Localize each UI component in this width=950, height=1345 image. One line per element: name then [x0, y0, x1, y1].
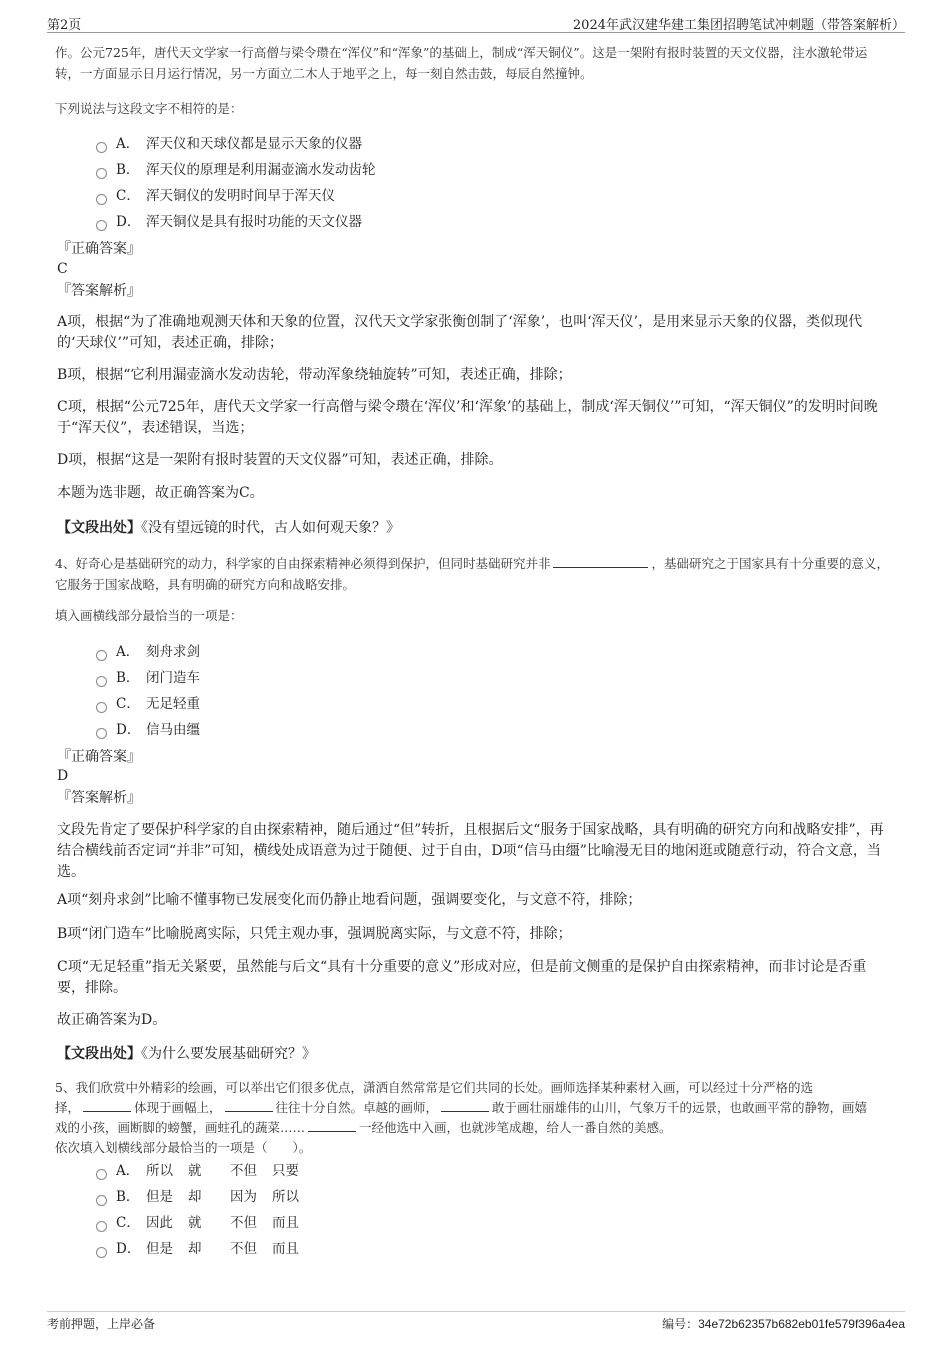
footer-slogan: 考前押题，上岸必备 [47, 1317, 156, 1331]
footer-code: 编号：34e72b62357b682eb01fe579f396a4ea [662, 1317, 905, 1331]
radio-icon[interactable] [96, 1221, 107, 1232]
q3-analysis-b: B项，根据“它利用漏壶滴水发动齿轮，带动浑象绕轴旋转”可知，表述正确，排除； [57, 367, 572, 383]
blank-line [441, 1099, 489, 1112]
document-title: 2024年武汉建华建工集团招聘笔试冲刺题（带答案解析） [572, 18, 905, 33]
q3-option-c[interactable]: C． 浑天铜仪的发明时间早于浑天仪 [96, 183, 376, 209]
radio-icon[interactable] [96, 1195, 107, 1206]
q4-conclusion: 故正确答案为D。 [57, 1012, 167, 1028]
q4-answer-label: 『正确答案』 [57, 749, 141, 765]
radio-icon[interactable] [96, 142, 107, 153]
q3-prompt: 下列说法与这段文字不相符的是： [55, 101, 243, 116]
radio-icon[interactable] [96, 194, 107, 205]
q4-options [96, 639, 200, 743]
q5-option-c[interactable]: C． 因此 就 不但 而且 [96, 1210, 314, 1236]
q4-option-b[interactable]: B． 闭门造车 [96, 665, 200, 691]
blank-line [308, 1119, 356, 1132]
q4-prompt: 填入画横线部分最恰当的一项是： [55, 608, 243, 623]
q3-analysis-label: 『答案解析』 [57, 283, 141, 299]
radio-icon[interactable] [96, 702, 107, 713]
q5-options [96, 1158, 314, 1262]
q5-option-d[interactable]: D． 但是 却 不但 而且 [96, 1236, 314, 1262]
blank-line [553, 555, 648, 568]
q5-prompt: 依次填入划横线部分最恰当的一项是（ ）。 [55, 1140, 312, 1155]
q4-analysis-b: B项“闭门造车”比喻脱离实际，只凭主观办事，强调脱离实际，与文意不符，排除； [57, 926, 572, 942]
blank-line [225, 1099, 273, 1112]
q4-analysis-main: 文段先肯定了要保护科学家的自由探索精神，随后通过“但”转折，且根据后文“服务于国家战略，具有明确的研究方向和战略安排”，再结合横线前否定词“并非”可知，横线处成语意为过于随便、过于自由，D项“信马由缰”比喻漫无目的地闲逛或随意行动，符合文意，当选。 [57, 822, 884, 880]
radio-icon[interactable] [96, 650, 107, 661]
q3-analysis-a: A项，根据“为了准确地观测天体和天象的位置，汉代天文学家张衡创制了‘浑象’，也叫‘浑天仪’，是用来显示天象的仪器，类似现代的‘天球仪’”可知，表述正确，排除； [57, 314, 863, 351]
q3-conclusion: 本题为选非题，故正确答案为C。 [57, 485, 264, 501]
q4-answer: D [57, 768, 69, 784]
page-header [47, 10, 905, 33]
q4-analysis-label: 『答案解析』 [57, 790, 141, 806]
q3-options [96, 131, 376, 235]
blank-line [83, 1099, 131, 1112]
radio-icon[interactable] [96, 676, 107, 687]
page-footer [47, 1311, 905, 1342]
radio-icon[interactable] [96, 1169, 107, 1180]
q4-passage: 4、好奇心是基础研究的动力，科学家的自由探索精神必须得到保护，但同时基础研究并非 ，基础研究之于国家具有十分重要的意义，它服务于国家战略，具有明确的研究方向和战略安排。 [55, 556, 889, 592]
q3-analysis-c: C项，根据“公元725年，唐代天文学家一行高僧与梁令瓒在‘浑仪’和‘浑象’的基础上，制成‘浑天铜仪’”可知，“浑天铜仪”的发明时间晚于“浑天仪”，表述错误，当选； [57, 399, 878, 436]
q3-source: 【文段出处】《没有望远镜的时代，古人如何观天象？》 [57, 520, 400, 536]
q5-option-b[interactable]: B． 但是 却 因为 所以 [96, 1184, 314, 1210]
q5-passage: 5、我们欣赏中外精彩的绘画，可以举出它们很多优点，潇洒自然常常是它们共同的长处。画师选择某种素材入画，可以经过十分严格的选 择， 体现于画幅上， 往往十分自然。卓越的画师， 敢于画壮丽雄伟的山川，气象万千的远景，也敢画平常的静物，画嬉 戏的小孩，画断脚的螃蟹，画蛀孔的蔬菜…… 一经他选中入画，也就涉笔成趣，给人一番自然的美感。 依次填入划横线部分最恰当的一项是（ ）。 [55, 1078, 892, 1158]
radio-icon[interactable] [96, 220, 107, 231]
q5-option-a[interactable]: A． 所以 就 不但 只要 [96, 1158, 314, 1184]
radio-icon[interactable] [96, 728, 107, 739]
radio-icon[interactable] [96, 168, 107, 179]
q3-analysis-d: D项，根据“这是一架附有报时装置的天文仪器”可知，表述正确，排除。 [57, 452, 503, 468]
q4-option-a[interactable]: A． 刻舟求剑 [96, 639, 200, 665]
q3-answer-label: 『正确答案』 [57, 241, 141, 257]
page-number: 第2页 [47, 18, 82, 33]
q3-passage: 作。公元725年，唐代天文学家一行高僧与梁令瓒在“浑仪”和“浑象”的基础上，制成“浑天铜仪”。这是一架附有报时装置的天文仪器，注水激轮带运转，一方面显示日月运行情况，另一方面立二木人于地平之上，每一刻自然击鼓，每辰自然撞钟。 [55, 45, 868, 81]
q3-option-a[interactable]: A． 浑天仪和天球仪都是显示天象的仪器 [96, 131, 376, 157]
q4-option-d[interactable]: D． 信马由缰 [96, 717, 200, 743]
q3-option-b[interactable]: B． 浑天仪的原理是利用漏壶滴水发动齿轮 [96, 157, 376, 183]
q4-analysis-a: A项“刻舟求剑”比喻不懂事物已发展变化而仍静止地看问题，强调要变化，与文意不符，排除； [57, 892, 642, 908]
q3-answer: C [57, 261, 68, 277]
radio-icon[interactable] [96, 1247, 107, 1258]
q4-analysis-c: C项“无足轻重”指无关紧要，虽然能与后文“具有十分重要的意义”形成对应，但是前文侧重的是保护自由探索精神，而非讨论是否重要，排除。 [57, 959, 867, 996]
q3-option-d[interactable]: D． 浑天铜仪是具有报时功能的天文仪器 [96, 209, 376, 235]
q4-option-c[interactable]: C． 无足轻重 [96, 691, 200, 717]
q4-source: 【文段出处】《为什么要发展基础研究？》 [57, 1046, 316, 1062]
